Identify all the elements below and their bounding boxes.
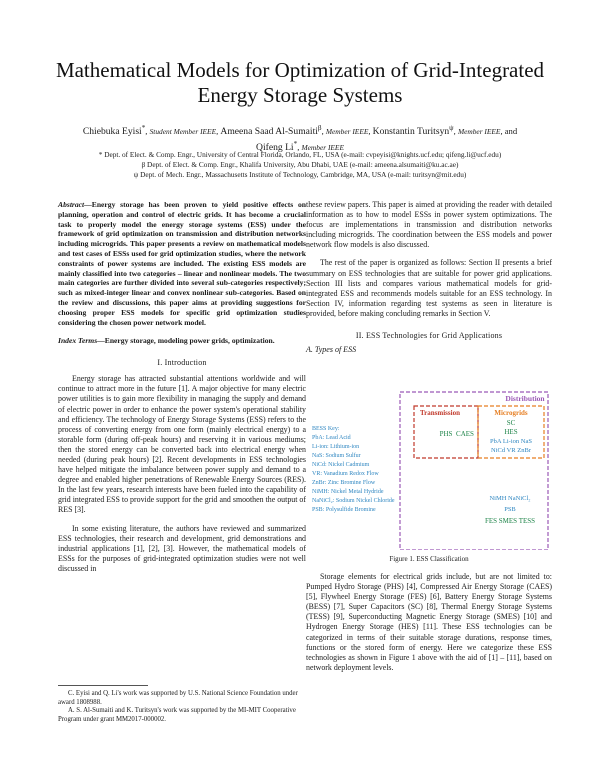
transmission-label: Transmission [420, 409, 460, 417]
footnote: A. S. Al-Sumaiti and K. Turitsyn's work was supported by the MI-MIT Cooperative Program under grant MM2017-000002. [58, 707, 296, 723]
microgrids-label: Microgrids [494, 409, 528, 417]
dist-bess-row1: NiMH NaNiCl₂ [489, 495, 531, 502]
key-entry: ZnBr: Zinc Bromine Flow [312, 480, 376, 486]
right-column-top [306, 200, 552, 355]
section-heading: II. ESS Technologies for Grid Applications [355, 331, 503, 341]
index-terms: Index Terms—Energy storage, modeling power grids, optimization. [58, 336, 275, 346]
key-entry: VR: Vanadium Redox Flow [312, 471, 379, 477]
footnote: C. Eyisi and Q. Li's work was supported by U.S. National Science Foundation under award 1808988. [58, 690, 298, 706]
author-membership: Member IEEE [325, 126, 369, 136]
subsection-heading: A. Types of ESS [306, 345, 357, 355]
key-entry: NiMH: Nickel Metal Hydride [312, 489, 384, 495]
affiliation: β Dept. of Elect. & Comp. Engr., Khalifa University, Abu Dhabi, UAE (e-mail: ameena.alsumaiti@ku.ac.ae) [141, 160, 459, 169]
key-entry: Li-ion: Lithium-ion [312, 444, 360, 450]
paragraph: Storage elements for electrical grids include, but are not limited to: Pumped Hydro Storage (PHS) [4], Compressed Air Energy Storage (CAES) [5], Flywheel Energy Storage (FES) [6], Battery Energy Storage Systems (BESS) [7], Super Capacitors (SC) [8], Thermal Energy Storage Systems (TESS) [9], Superconducting Magnetic Energy Storage (SMES) [10] and Hydrogen Energy Storage (HES) [11]. These ESS technologies can be categorized in terms of their suitable storage durations, response times, functions or the stored form of energy. Here we categorize these ESS technologies as shown in Figure 1 above with the aid of [1] – [11], based on network deployment levels. [306, 572, 552, 672]
dist-bess-row2: PSB [504, 506, 516, 513]
abstract: Abstract—Energy storage has been proven to yield positive effects on planning, operation and control of electric grids. It has become a crucial task to properly model the energy storage systems (ESS) under the framework of grid optimization on transmission and distribution networks including microgrids. This paper presents a review on mathematical models and test cases of ESSs used for grid optimization studies, where the network constraints of power systems are included. The existing ESS models are mainly classified into two categories – linear and nonlinear models. The two main categories are further divided into several sub-categories respectively; such as mixed-integer linear and convex nonlinear sub-categories. Based on the review and discussions, this paper aims at providing suggestions for choosing proper ESS models for specific grid optimization studies considering the chosen power network model. [58, 200, 306, 327]
affiliation: ψ Dept. of Mech. Engr., Massachusetts Institute of Technology, Cambridge, MA, USA (e-mail: turitsyn@mit.edu) [133, 170, 467, 179]
micro-bess-row1: PbA Li-ion NaS [490, 438, 532, 445]
left-column [58, 200, 306, 574]
hes-label: HES [504, 428, 518, 436]
author-name: Chiebuka Eyisi [82, 125, 142, 137]
distribution-label: Distribution [505, 394, 545, 403]
author-membership: Member IEEE [457, 126, 501, 136]
right-column-bottom [306, 572, 552, 673]
dist-row3: FES SMES TESS [484, 517, 536, 525]
key-entry: PbA: Lead Acid [312, 435, 351, 441]
bess-key [312, 426, 395, 513]
paper-title: Mathematical Models for Optimization of Grid-Integrated Energy Storage Systems [55, 58, 545, 107]
paragraph: Energy storage has attracted substantial attentions worldwide and will continue to attract more in the future [1]. A major objective for many electric power utilities is to gain more flexibility in managing the supply and demand of electric power in order to enhance the power system's operational stability and efficiency. The technology of Energy Storage Systems (ESS) refers to the process of converting energy from one form (mainly electrical energy) to a storable form (during off-peak hours) and reserving it in various mediums; then the stored energy can be converted back into electrical energy when needed (during peak hours) [2]. Recent developments in ESS technologies have helped mitigate the imbalance between power supply and demand to a degree and enabled higher penetrations of Renewable Energy Sources (RES). In the last few years, research interests have been fueled into the capability of grid integrated ESS to provide support for the grid and smoothen the output of RES [3]. [58, 374, 306, 515]
footnotes [58, 690, 306, 724]
footnote-rule [58, 685, 148, 686]
key-entry: NiCd: Nickel Cadmium [312, 462, 370, 468]
author-name: Ameena Saad Al-Sumaiti [220, 125, 318, 137]
sc-label: SC [506, 419, 516, 427]
section-heading: I. Introduction [157, 358, 207, 368]
caes-label: CAES [456, 430, 474, 438]
author-list: Chiebuka Eyisi*, Student Member IEEE, Ameena Saad Al-Sumaiti$^\beta$, Member IEEE, Konstantin Turitsyn$^\psi$, Member IEEE, and Qifeng Li*, Member IEEE [82, 124, 518, 153]
author-membership: Member IEEE [301, 142, 344, 152]
key-entry: NaS: Sodium Sulfur [312, 453, 361, 459]
key-entry: NaNiCl₂: Sodium Nickel Chloride [312, 498, 395, 504]
key-entry: PSB: Polysulfide Bromine [312, 507, 376, 513]
author-name: Qifeng Li [256, 141, 294, 153]
affiliation: * Dept. of Elect. & Comp. Engr., University of Central Florida, Orlando, FL, USA (e-mail: cvpeyisi@knights.ucf.edu; qifeng.li@ucf.edu) [98, 150, 502, 159]
author-membership: Student Member IEEE [149, 126, 217, 136]
paragraph: The rest of the paper is organized as follows: Section II presents a brief summary on ESS technologies that are suitable for power grid applications. Section III lists and compares various mathematical models for grid-integrated ESS and recommends models suitable for an ESS technology. In Section IV, information regarding test systems as seen in literature is provided, before making concluding remarks in Section V. [306, 258, 552, 318]
paragraph: these review papers. This paper is aimed at providing the reader with detailed information as to how to model ESSs in power system optimizations. The focus are implementations in transmission and distribution networks including microgrids. The coordination between the ESS models and power network flow models is also discussed. [306, 200, 552, 250]
ess-classification-figure [310, 390, 550, 550]
phs-label: PHS [439, 430, 453, 438]
figure-caption: Figure 1. ESS Classification [389, 555, 469, 563]
author-name: Konstantin Turitsyn [372, 125, 450, 137]
paragraph: In some existing literature, the authors have reviewed and summarized ESS technologies, their research and development, grid demonstrations and industrial applications [1], [2], [3]. However, the mathematical models of ESSs for the purposes of grid-integrated optimization studies were not well discussed in [58, 523, 306, 573]
key-entry: BESS Key: [312, 426, 340, 432]
micro-bess-row2: NiCd VR ZnBr [491, 447, 531, 454]
